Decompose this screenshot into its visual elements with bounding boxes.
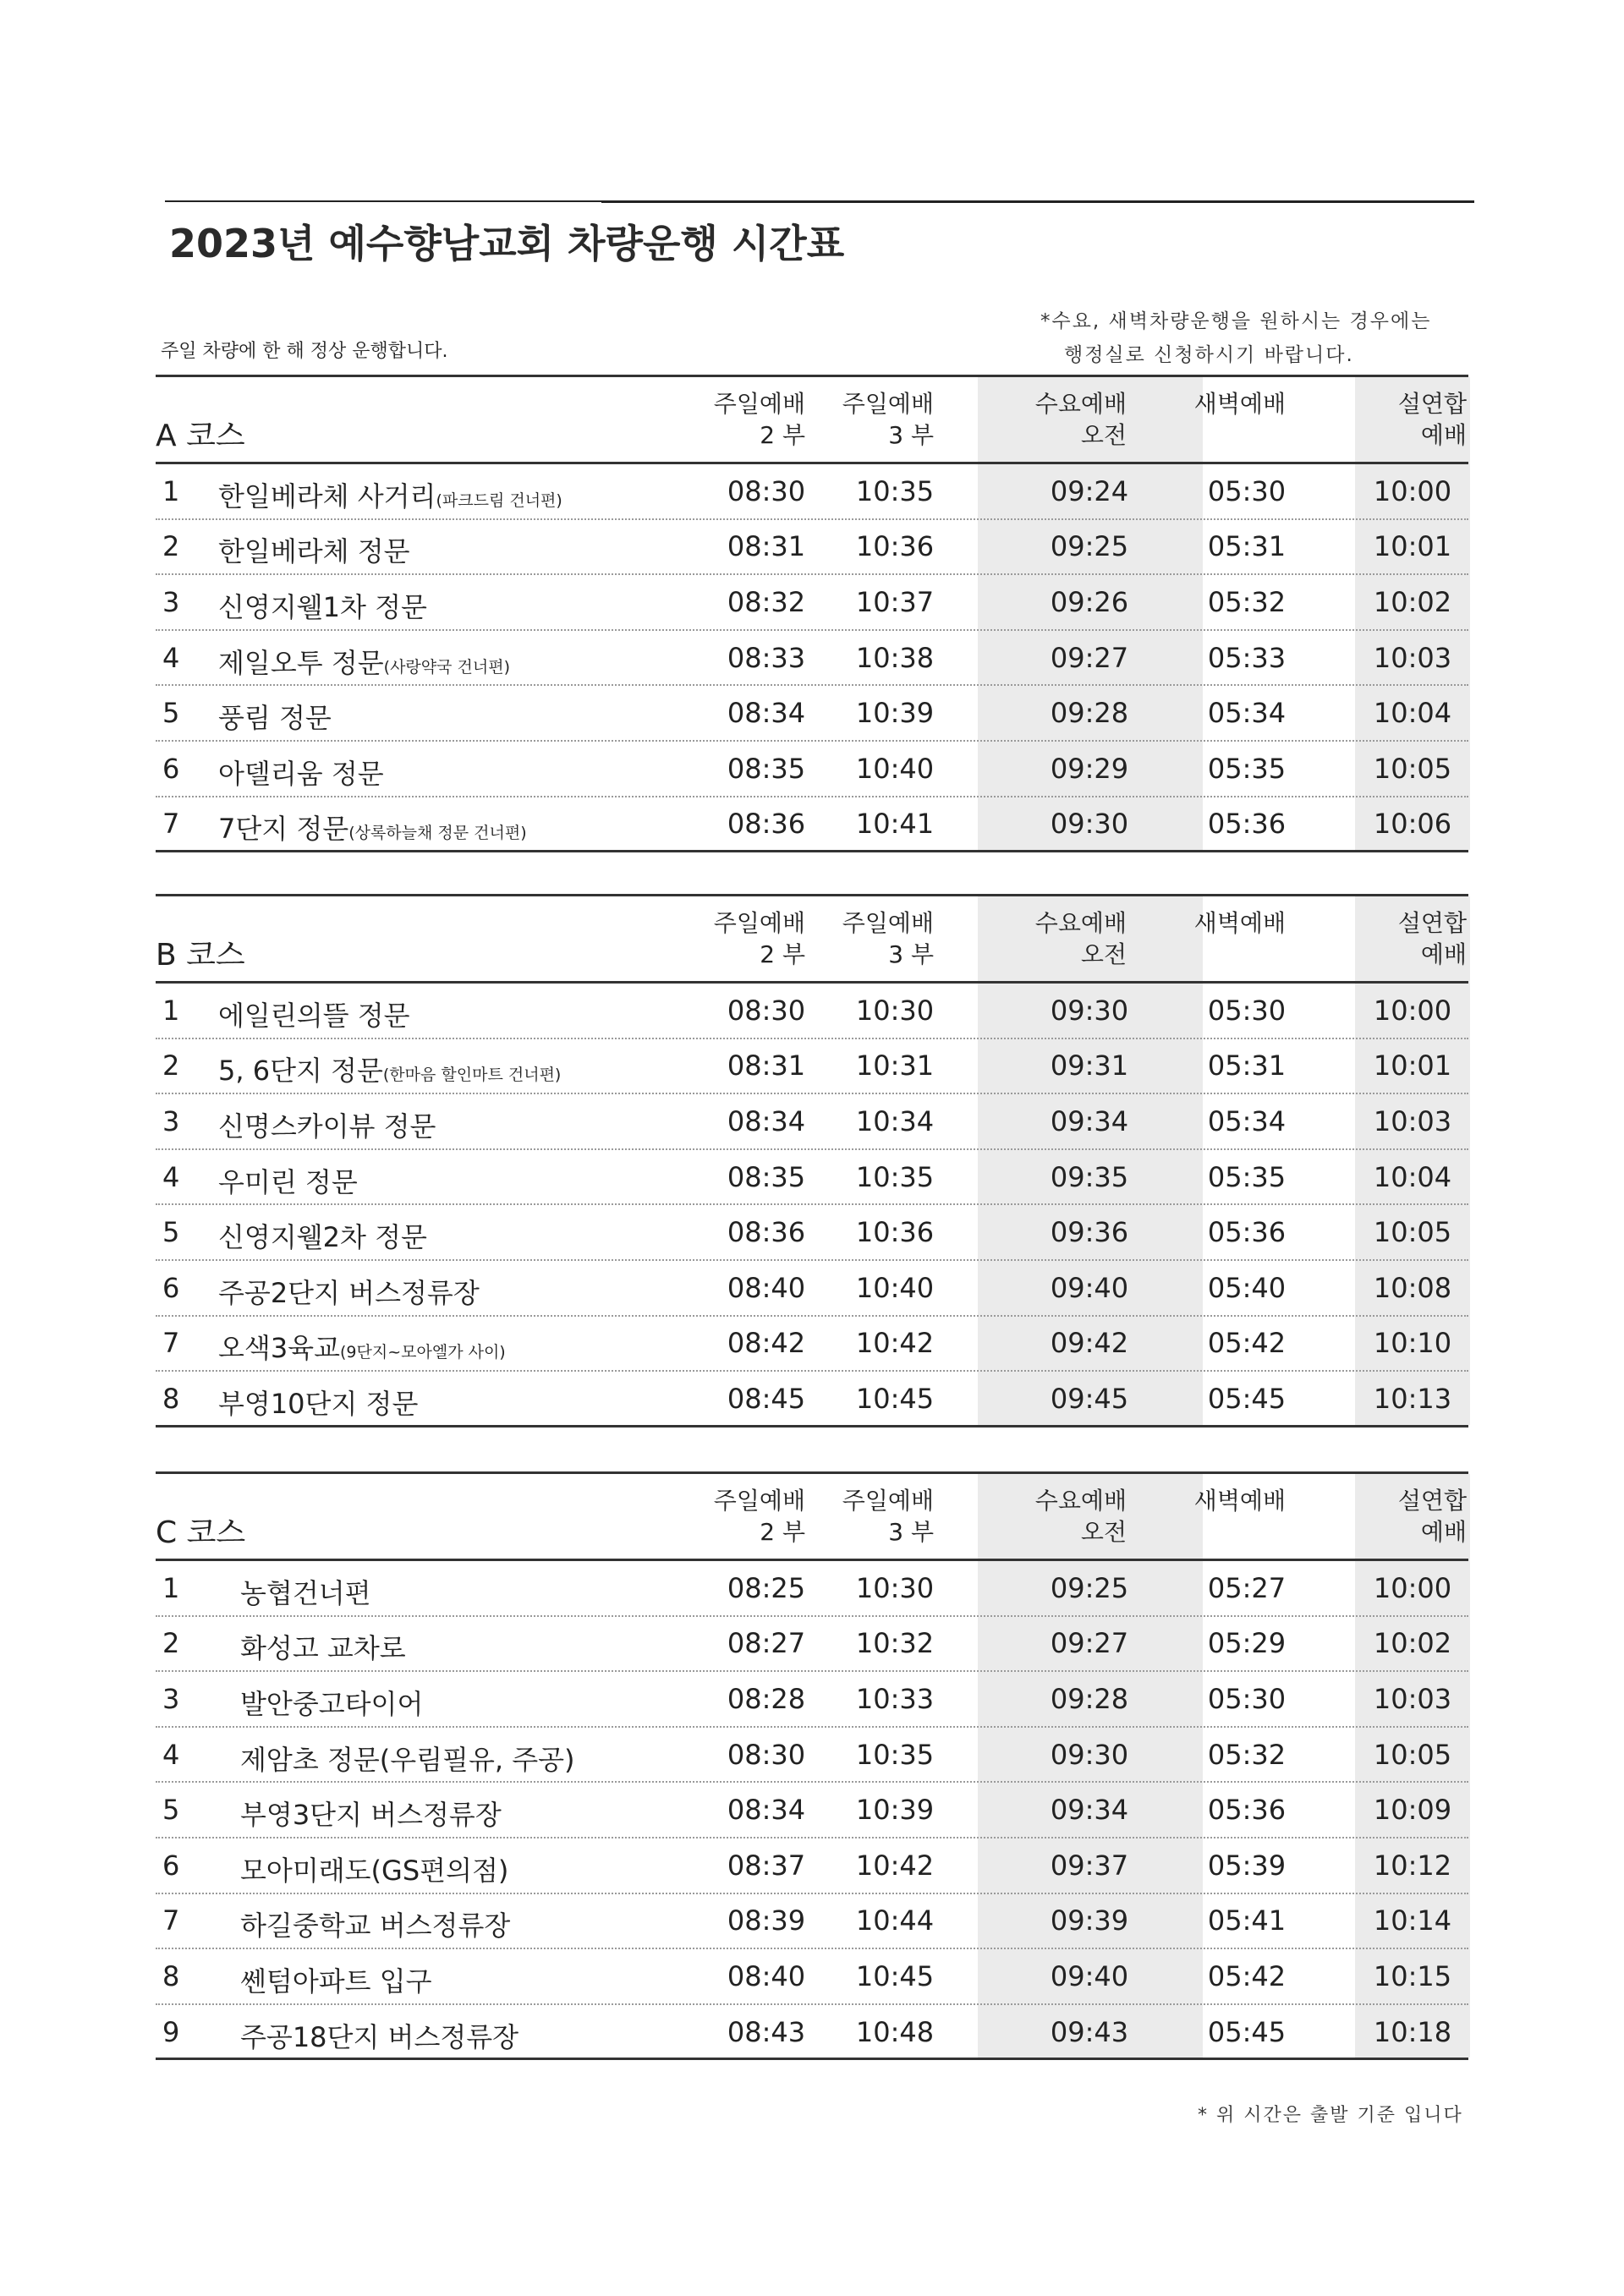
stop-note: (한마음 할인마트 건너편) — [382, 1066, 562, 1085]
stop-name-text: 풍림 정문 — [218, 702, 332, 735]
time-t4: 05:32 — [1207, 1738, 1287, 1771]
time-t2: 10:35 — [855, 1738, 935, 1771]
time-t4: 05:45 — [1207, 1382, 1287, 1415]
stop-name-text: 한일베라체 정문 — [218, 535, 410, 568]
stop-name-text: 주공18단지 버스정류장 — [240, 2020, 519, 2053]
time-t5: 10:09 — [1373, 1794, 1452, 1827]
time-t4: 05:33 — [1207, 641, 1287, 674]
time-t5: 10:05 — [1373, 1216, 1452, 1249]
stop-name-text: 7단지 정문 — [218, 813, 349, 846]
time-t5: 10:03 — [1373, 1104, 1452, 1137]
table-row — [156, 575, 1468, 631]
stop-name — [218, 1216, 427, 1255]
time-t3: 09:27 — [1050, 641, 1129, 674]
time-t4: 05:30 — [1207, 994, 1287, 1027]
time-t1: 08:40 — [727, 1271, 806, 1304]
column-header-col5 — [1398, 907, 1467, 970]
stop-name — [240, 1739, 575, 1778]
stop-name — [218, 475, 562, 514]
table-top-rule — [156, 375, 1468, 377]
time-t4: 05:45 — [1207, 2015, 1287, 2048]
column-header-line: 주일예배 — [842, 390, 934, 418]
table-row — [156, 1039, 1468, 1095]
time-t4: 05:27 — [1207, 1571, 1287, 1604]
stop-number: 3 — [162, 585, 180, 618]
table-row — [156, 1838, 1468, 1894]
table-row — [156, 686, 1468, 742]
stop-number: 7 — [162, 808, 180, 841]
time-t4: 05:36 — [1207, 1794, 1287, 1827]
time-t3: 09:30 — [1050, 1738, 1129, 1771]
stop-name-text: 농협건너편 — [240, 1576, 371, 1609]
table-top-rule — [156, 1471, 1468, 1474]
stop-name — [218, 1049, 561, 1088]
stop-name-text: 신명스카이뷰 정문 — [218, 1110, 436, 1143]
stop-number: 3 — [162, 1104, 180, 1137]
stop-name-text: 부영10단지 정문 — [218, 1387, 419, 1420]
time-t4: 05:31 — [1207, 1049, 1287, 1082]
stop-name-text: 한일베라체 사거리 — [218, 479, 436, 512]
stop-name-text: 모아미래도(GS편의점) — [240, 1854, 509, 1887]
column-header-line: 오전 — [1080, 1518, 1127, 1546]
stop-number: 5 — [162, 697, 180, 730]
stop-number: 7 — [162, 1327, 180, 1360]
time-t3: 09:34 — [1050, 1794, 1129, 1827]
time-t5: 10:14 — [1373, 1904, 1452, 1937]
column-header-col4 — [1194, 388, 1286, 419]
table-row — [156, 1949, 1468, 2005]
time-t2: 10:39 — [855, 697, 935, 730]
time-t1: 08:32 — [727, 585, 806, 618]
time-t4: 05:42 — [1207, 1959, 1287, 1992]
time-t4: 05:30 — [1207, 1682, 1287, 1715]
time-t4: 05:29 — [1207, 1627, 1287, 1660]
time-t5: 10:03 — [1373, 1682, 1452, 1715]
time-t2: 10:48 — [855, 2015, 935, 2048]
time-t3: 09:40 — [1050, 1271, 1129, 1304]
stop-number: 1 — [162, 994, 180, 1027]
column-header-line: 수요예배 — [1034, 909, 1127, 937]
column-header-col3 — [1035, 1485, 1127, 1548]
column-header-line: 3 부 — [888, 940, 934, 968]
column-header-col2 — [842, 907, 934, 970]
time-t5: 10:02 — [1373, 1627, 1452, 1660]
column-header-line: 설연합 — [1397, 909, 1467, 937]
column-header-col4 — [1194, 907, 1286, 939]
time-t1: 08:25 — [727, 1571, 806, 1604]
time-t5: 10:01 — [1373, 530, 1452, 563]
column-header-line: 예배 — [1420, 940, 1467, 968]
time-t3: 09:25 — [1050, 530, 1129, 563]
stop-number: 4 — [162, 1738, 180, 1771]
table-bottom-rule — [156, 2058, 1468, 2060]
time-t1: 08:36 — [727, 808, 806, 841]
column-header-col5 — [1398, 1485, 1467, 1548]
time-t2: 10:39 — [855, 1794, 935, 1827]
stop-name — [218, 1161, 358, 1200]
time-t3: 09:27 — [1050, 1627, 1129, 1660]
time-t2: 10:30 — [855, 1571, 935, 1604]
column-header-line: 주일예배 — [842, 1487, 934, 1515]
column-header-line: 새벽예배 — [1193, 390, 1286, 418]
column-header-line: 주일예배 — [842, 909, 934, 937]
time-t4: 05:30 — [1207, 474, 1287, 507]
time-t1: 08:34 — [727, 1104, 806, 1137]
course-table — [156, 375, 1468, 852]
time-t1: 08:42 — [727, 1327, 806, 1360]
time-t2: 10:45 — [855, 1382, 935, 1415]
stop-name-text: 제암초 정문(우림필유, 주공) — [240, 1743, 575, 1776]
table-row — [156, 984, 1468, 1039]
table-row — [156, 1317, 1468, 1373]
time-t3: 09:35 — [1050, 1160, 1129, 1193]
time-t1: 08:36 — [727, 1216, 806, 1249]
time-t3: 09:25 — [1050, 1571, 1129, 1604]
time-t3: 09:36 — [1050, 1216, 1129, 1249]
column-header-col3 — [1035, 388, 1127, 451]
time-t5: 10:12 — [1373, 1849, 1452, 1882]
stop-note: (상록하늘채 정문 건너편) — [348, 824, 527, 843]
table-row — [156, 2005, 1468, 2061]
stop-name-text: 신영지웰2차 정문 — [218, 1221, 427, 1254]
notice-right-line-2: 행정실로 신청하시기 바랍니다. — [1064, 344, 1354, 366]
column-header-col1 — [714, 1485, 805, 1548]
table-row — [156, 520, 1468, 576]
time-t3: 09:37 — [1050, 1849, 1129, 1882]
stop-name-text: 부영3단지 버스정류장 — [240, 1799, 502, 1832]
time-t4: 05:31 — [1207, 530, 1287, 563]
time-t4: 05:42 — [1207, 1327, 1287, 1360]
time-t5: 10:08 — [1373, 1271, 1452, 1304]
stop-number: 6 — [162, 752, 180, 785]
course-title: B 코스 — [156, 938, 245, 973]
stop-name-text: 제일오투 정문 — [218, 646, 384, 679]
time-t2: 10:42 — [855, 1327, 935, 1360]
time-t1: 08:37 — [727, 1849, 806, 1882]
time-t2: 10:35 — [855, 1160, 935, 1193]
table-row — [156, 1094, 1468, 1150]
time-t5: 10:05 — [1373, 752, 1452, 785]
time-t1: 08:28 — [727, 1682, 806, 1715]
footer-note: * 위 시간은 출발 기준 입니다 — [1198, 2105, 1463, 2126]
time-t3: 09:42 — [1050, 1327, 1129, 1360]
column-header-col5 — [1398, 388, 1467, 451]
time-t2: 10:45 — [855, 1959, 935, 1992]
stop-number: 9 — [162, 2015, 180, 2048]
time-t2: 10:38 — [855, 641, 935, 674]
stop-note: (9단지~모아엘가 사이) — [340, 1343, 506, 1362]
time-t4: 05:41 — [1207, 1904, 1287, 1937]
title-rule-left — [165, 200, 601, 202]
time-t3: 09:24 — [1050, 474, 1129, 507]
time-t1: 08:39 — [727, 1904, 806, 1937]
time-t1: 08:33 — [727, 641, 806, 674]
time-t4: 05:36 — [1207, 808, 1287, 841]
stop-name-text: 화성고 교차로 — [240, 1632, 406, 1665]
column-header-col4 — [1194, 1485, 1286, 1516]
stop-name — [218, 697, 332, 736]
table-row — [156, 1150, 1468, 1206]
notice-right — [1040, 304, 1431, 372]
stop-name — [218, 808, 527, 847]
time-t1: 08:35 — [727, 752, 806, 785]
table-row — [156, 631, 1468, 687]
time-t2: 10:44 — [855, 1904, 935, 1937]
time-t4: 05:34 — [1207, 1104, 1287, 1137]
stop-number: 8 — [162, 1382, 180, 1415]
time-t2: 10:37 — [855, 585, 935, 618]
time-t2: 10:31 — [855, 1049, 935, 1082]
time-t3: 09:28 — [1050, 697, 1129, 730]
stop-number: 8 — [162, 1959, 180, 1992]
time-t5: 10:04 — [1373, 1160, 1452, 1193]
time-t2: 10:36 — [855, 1216, 935, 1249]
time-t2: 10:30 — [855, 994, 935, 1027]
time-t5: 10:00 — [1373, 1571, 1452, 1604]
column-header-line: 주일예배 — [713, 1487, 805, 1515]
stop-name-text: 5, 6단지 정문 — [218, 1055, 383, 1088]
stop-name-text: 아델리움 정문 — [218, 757, 384, 790]
stop-number: 6 — [162, 1849, 180, 1882]
stop-name — [240, 1572, 371, 1611]
column-header-line: 수요예배 — [1034, 1487, 1127, 1515]
time-t3: 09:39 — [1050, 1904, 1129, 1937]
stop-name — [218, 642, 510, 681]
time-t5: 10:00 — [1373, 474, 1452, 507]
stop-name — [218, 1272, 480, 1311]
table-row — [156, 1205, 1468, 1261]
stop-number: 2 — [162, 530, 180, 563]
time-t1: 08:27 — [727, 1627, 806, 1660]
column-header-line: 오전 — [1080, 940, 1127, 968]
stop-number: 4 — [162, 641, 180, 674]
table-row — [156, 742, 1468, 797]
time-t5: 10:13 — [1373, 1382, 1452, 1415]
stop-name-text: 주공2단지 버스정류장 — [218, 1276, 480, 1309]
stop-name-text: 하길중학교 버스정류장 — [240, 1910, 511, 1943]
course-title: C 코스 — [156, 1515, 246, 1550]
table-row — [156, 1372, 1468, 1427]
notice-right-line-1: *수요, 새벽차량운행을 원하시는 경우에는 — [1040, 310, 1432, 332]
time-t3: 09:28 — [1050, 1682, 1129, 1715]
stop-name-text: 우미린 정문 — [218, 1165, 358, 1198]
time-t5: 10:05 — [1373, 1738, 1452, 1771]
time-t1: 08:30 — [727, 994, 806, 1027]
time-t2: 10:36 — [855, 530, 935, 563]
column-header-line: 3 부 — [888, 1518, 934, 1546]
time-t5: 10:02 — [1373, 585, 1452, 618]
stop-number: 1 — [162, 474, 180, 507]
table-row — [156, 1783, 1468, 1838]
time-t5: 10:00 — [1373, 994, 1452, 1027]
stop-name — [218, 530, 410, 569]
time-t2: 10:41 — [855, 808, 935, 841]
table-row — [156, 464, 1468, 520]
column-header-line: 예배 — [1420, 1518, 1467, 1546]
time-t1: 08:43 — [727, 2015, 806, 2048]
time-t3: 09:31 — [1050, 1049, 1129, 1082]
table-row — [156, 1728, 1468, 1784]
time-t2: 10:33 — [855, 1682, 935, 1715]
time-t2: 10:34 — [855, 1104, 935, 1137]
time-t1: 08:34 — [727, 1794, 806, 1827]
stop-name — [240, 1960, 432, 1999]
time-t4: 05:40 — [1207, 1271, 1287, 1304]
time-t1: 08:40 — [727, 1959, 806, 1992]
page-title: 2023년 예수향남교회 차량운행 시간표 — [169, 221, 845, 266]
time-t5: 10:10 — [1373, 1327, 1452, 1360]
column-header-col3 — [1035, 907, 1127, 970]
time-t2: 10:40 — [855, 752, 935, 785]
stop-number: 1 — [162, 1571, 180, 1604]
course-table — [156, 1471, 1468, 2060]
stop-name — [240, 2016, 518, 2055]
time-t1: 08:45 — [727, 1382, 806, 1415]
stop-name-text: 쎈텀아파트 입구 — [240, 1964, 432, 1997]
time-t1: 08:30 — [727, 1738, 806, 1771]
table-bottom-rule — [156, 850, 1468, 852]
time-t4: 05:34 — [1207, 697, 1287, 730]
table-row — [156, 1261, 1468, 1317]
time-t5: 10:18 — [1373, 2015, 1452, 2048]
time-t4: 05:35 — [1207, 752, 1287, 785]
column-header-line: 설연합 — [1397, 1487, 1467, 1515]
column-header-line: 3 부 — [888, 421, 934, 449]
stop-name-text: 신영지웰1차 정문 — [218, 590, 427, 623]
table-row — [156, 1561, 1468, 1617]
title-rule-right — [601, 200, 1474, 203]
stop-name — [240, 1794, 502, 1833]
time-t5: 10:01 — [1373, 1049, 1452, 1082]
stop-name — [240, 1627, 406, 1666]
stop-number: 6 — [162, 1271, 180, 1304]
time-t4: 05:32 — [1207, 585, 1287, 618]
time-t5: 10:15 — [1373, 1959, 1452, 1992]
time-t3: 09:45 — [1050, 1382, 1129, 1415]
time-t1: 08:31 — [727, 1049, 806, 1082]
stop-note: (사랑약국 건너편) — [383, 657, 510, 677]
stop-number: 2 — [162, 1049, 180, 1082]
time-t4: 05:39 — [1207, 1849, 1287, 1882]
stop-name — [218, 1327, 506, 1366]
column-header-line: 예배 — [1420, 421, 1467, 449]
column-header-col1 — [714, 907, 805, 970]
table-row — [156, 1672, 1468, 1728]
column-header-col2 — [842, 388, 934, 451]
stop-name — [218, 1105, 436, 1144]
time-t5: 10:06 — [1373, 808, 1452, 841]
time-t1: 08:30 — [727, 474, 806, 507]
column-header-line: 새벽예배 — [1193, 1487, 1286, 1515]
notice-left: 주일 차량에 한 해 정상 운행합니다. — [161, 341, 448, 362]
time-t2: 10:35 — [855, 474, 935, 507]
stop-name — [218, 1383, 418, 1422]
time-t1: 08:31 — [727, 530, 806, 563]
time-t2: 10:32 — [855, 1627, 935, 1660]
column-header-line: 수요예배 — [1034, 390, 1127, 418]
column-header-line: 오전 — [1080, 421, 1127, 449]
table-bottom-rule — [156, 1425, 1468, 1427]
time-t3: 09:29 — [1050, 752, 1129, 785]
table-row — [156, 1894, 1468, 1950]
column-header-line: 새벽예배 — [1193, 909, 1286, 937]
column-header-line: 2 부 — [760, 1518, 805, 1546]
time-t4: 05:36 — [1207, 1216, 1287, 1249]
stop-name — [218, 753, 384, 792]
stop-name-text: 에일린의뜰 정문 — [218, 999, 410, 1032]
stop-name-text: 발안중고타이어 — [240, 1687, 424, 1720]
stop-name — [218, 586, 427, 625]
stop-note: (파크드림 건너편) — [436, 490, 562, 510]
time-t3: 09:34 — [1050, 1104, 1129, 1137]
time-t3: 09:43 — [1050, 2015, 1129, 2048]
stop-name — [240, 1904, 510, 1943]
time-t1: 08:35 — [727, 1160, 806, 1193]
table-row — [156, 1617, 1468, 1673]
table-row — [156, 797, 1468, 853]
column-header-col1 — [714, 388, 805, 451]
course-table — [156, 894, 1468, 1427]
stop-number: 4 — [162, 1160, 180, 1193]
stop-name-text: 오색3육교 — [218, 1332, 341, 1365]
time-t2: 10:42 — [855, 1849, 935, 1882]
table-top-rule — [156, 894, 1468, 896]
column-header-line: 2 부 — [760, 940, 805, 968]
stop-number: 7 — [162, 1904, 180, 1937]
time-t5: 10:03 — [1373, 641, 1452, 674]
stop-number: 2 — [162, 1627, 180, 1660]
stop-name — [240, 1849, 508, 1888]
time-t2: 10:40 — [855, 1271, 935, 1304]
column-header-line: 설연합 — [1397, 390, 1467, 418]
stop-number: 5 — [162, 1794, 180, 1827]
time-t1: 08:34 — [727, 697, 806, 730]
time-t3: 09:30 — [1050, 808, 1129, 841]
time-t4: 05:35 — [1207, 1160, 1287, 1193]
stop-number: 5 — [162, 1216, 180, 1249]
column-header-line: 2 부 — [760, 421, 805, 449]
stop-name — [240, 1683, 423, 1722]
time-t5: 10:04 — [1373, 697, 1452, 730]
column-header-col2 — [842, 1485, 934, 1548]
course-title: A 코스 — [156, 419, 245, 453]
time-t3: 09:30 — [1050, 994, 1129, 1027]
time-t3: 09:40 — [1050, 1959, 1129, 1992]
stop-number: 3 — [162, 1682, 180, 1715]
stop-name — [218, 995, 410, 1033]
column-header-line: 주일예배 — [713, 909, 805, 937]
time-t3: 09:26 — [1050, 585, 1129, 618]
column-header-line: 주일예배 — [713, 390, 805, 418]
